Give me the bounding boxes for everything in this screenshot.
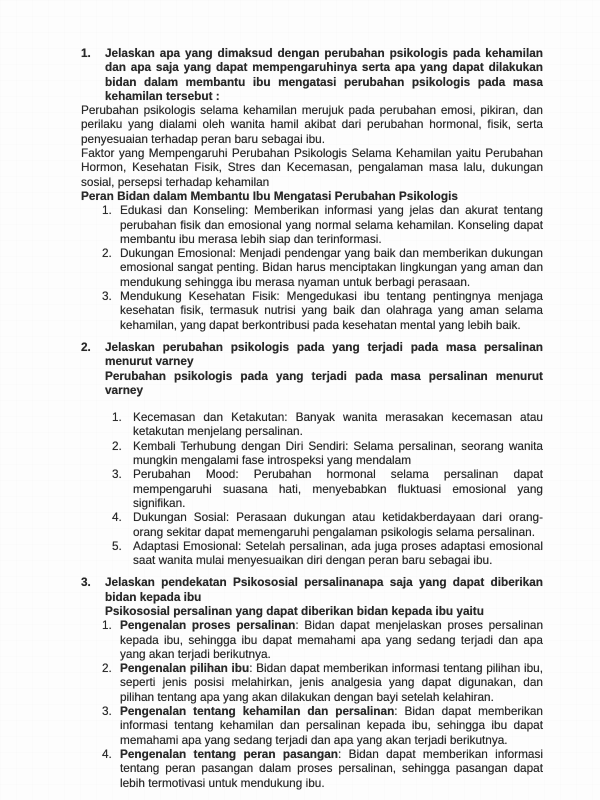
list-item-body: : Bidan dapat menjelaskan proses persalinan kepada ibu, sehingga ibu dapat memahami apa yang sedang terjadi dan apa yang akan terjadi berikutnya. — [120, 618, 544, 661]
list-item-text — [133, 467, 543, 510]
list-item — [112, 439, 543, 468]
list-item-text — [133, 539, 543, 568]
list-item-number: 5. — [112, 538, 122, 553]
list-item-number: 1. — [112, 410, 122, 425]
document-body — [81, 46, 543, 790]
list-item — [112, 539, 543, 568]
blank-line — [81, 397, 543, 410]
list-item-number: 3. — [102, 289, 112, 304]
section-1-number: 1. — [81, 46, 91, 60]
list-item-lead: Pengenalan tentang kehamilan dan persalinan — [120, 704, 395, 719]
list-item — [102, 203, 543, 246]
list-item-text — [120, 661, 543, 704]
list-item-number: 2. — [112, 438, 122, 453]
section-1-paragraph-2: Faktor yang Mempengaruhi Perubahan Psikologis Selama Kehamilan yaitu Perubahan Hormon, Kesehatan Fisik, Stres dan Kecemasan, pengalaman masa lalu, dukungan sosial, persepsi terhadap kehamilan — [81, 146, 543, 189]
list-item-body: : Bidan dapat memberikan informasi tentang peran pasangan dalam proses persalinan, sehingga pasangan dapat lebih termotivasi untuk mendukung ibu. — [120, 746, 544, 790]
list-item-number: 4. — [112, 510, 122, 525]
list-item-text — [120, 618, 543, 661]
section-1-heading-row — [81, 46, 543, 103]
section-3-subheading: Psikososial persalinan yang dapat diberikan bidan kepada ibu yaitu — [105, 603, 484, 618]
list-item-text — [133, 510, 543, 539]
section-2-number: 2. — [81, 339, 91, 354]
list-item-number: 3. — [102, 704, 112, 719]
section-3-heading: Jelaskan pendekatan Psikososial persalinanapa saja yang dapat diberikan bidan kepada ibu — [105, 575, 543, 604]
list-item-body: Kembali Terhubung dengan Diri Sendiri: Selama persalinan, seorang wanita mungkin mengalami fase introspeksi yang mendalam — [133, 438, 543, 468]
section-1-subheading: Peran Bidan dalam Membantu Ibu Mengatasi Perubahan Psikologis — [81, 188, 458, 203]
section-2-subheading: Perubahan psikologis pada yang terjadi pada masa persalinan menurut varney — [105, 368, 543, 397]
list-item — [102, 289, 543, 332]
list-item — [102, 618, 543, 661]
list-item-lead: Pengenalan proses persalinan — [120, 618, 296, 633]
list-item-number: 2. — [102, 661, 112, 676]
list-item-lead: Pengenalan tentang peran pasangan — [120, 746, 338, 761]
list-item-body: : Bidan dapat memberikan informasi tentang pilihan ibu, seperti jenis posisi melahirkan, jenis analgesia yang dapat digunakan, dan pilihan tentang apa yang akan dilakukan dengan bayi setelah kelahiran. — [120, 661, 543, 704]
list-item-body: Edukasi dan Konseling: Memberikan informasi yang jelas dan akurat tentang perubahan fisik dan emosional yang normal selama kehamilan. Konseling dapat membantu ibu merasa lebih siap dan terinformasi. — [120, 203, 543, 246]
section-2-heading: Jelaskan perubahan psikologis pada yang terjadi pada masa persalinan menurut varney — [105, 339, 543, 369]
list-item-body: Dukungan Emosional: Menjadi pendengar yang baik dan memberikan dukungan emosional sangat penting. Bidan harus menciptakan lingkungan yang aman dan mendukung sehingga ibu merasa nyaman untuk berbagi perasaan. — [120, 246, 543, 289]
section-3-heading-row — [81, 575, 543, 604]
list-item-body: : Bidan dapat memberikan informasi tentang kehamilan dan persalinan kepada ibu, sehingga ibu dapat memahami apa yang sedang terjadi dan apa yang akan terjadi berikutnya. — [120, 704, 543, 747]
list-item-text — [120, 203, 543, 246]
list-item-number: 1. — [102, 203, 112, 218]
list-item-body: Perubahan Mood: Perubahan hormonal selama persalinan dapat mempengaruhi suasana hati, menyebabkan fluktuasi emosional yang signifikan. — [133, 467, 543, 510]
section-1-paragraph-1: Perubahan psikologis selama kehamilan merujuk pada perubahan emosi, pikiran, dan perilaku yang dialami oleh wanita hamil akibat dari perubahan hormonal, fisik, serta penyesuaian terhadap peran baru sebagai ibu. — [81, 103, 543, 146]
list-item-lead: Pengenalan pilihan ibu — [120, 661, 250, 676]
list-item-body: Kecemasan dan Ketakutan: Banyak wanita merasakan kecemasan atau ketakutan menjelang persalinan. — [133, 410, 543, 439]
section-1 — [81, 46, 543, 332]
list-item — [102, 661, 543, 704]
section-3 — [81, 575, 543, 789]
list-item-text — [133, 410, 543, 439]
list-item-number: 1. — [102, 618, 112, 633]
list-item-text — [120, 246, 543, 289]
section-1-heading: Jelaskan apa yang dimaksud dengan perubahan psikologis pada kehamilan dan apa saja yang dapat mempengaruhinya serta apa yang dapat dilakukan bidan dalam membantu ibu mengatasi perubahan psikologis pada masa kehamilan tersebut : — [105, 46, 543, 103]
list-item-text — [120, 289, 543, 332]
list-item — [112, 467, 543, 510]
section-2-heading-row — [81, 340, 543, 369]
list-item-body: Dukungan Sosial: Perasaan dukungan atau ketidakberdayaan dari orang-orang sekitar dapat memengaruhi pengalaman psikologis selama persalinan. — [133, 510, 543, 539]
list-item-number: 3. — [112, 467, 122, 482]
list-item-text — [120, 747, 543, 790]
list-item — [102, 246, 543, 289]
list-item-number: 2. — [102, 246, 112, 261]
list-item-body: Mendukung Kesehatan Fisik: Mengedukasi ibu tentang pentingnya menjaga kesehatan fisik, termasuk nutrisi yang baik dan olahraga yang aman selama kehamilan, yang dapat berkontribusi pada kesehatan mental yang lebih baik. — [120, 289, 543, 332]
list-item — [102, 747, 543, 790]
section-2 — [81, 340, 543, 567]
section-3-number: 3. — [81, 575, 91, 590]
list-item-text — [120, 704, 543, 747]
list-item — [102, 704, 543, 747]
list-item-number: 4. — [102, 746, 112, 761]
list-item-body: Adaptasi Emosional: Setelah persalinan, ada juga proses adaptasi emosional saat wanita mulai menyesuaikan diri dengan peran baru sebagai ibu. — [133, 538, 543, 568]
list-item-text — [133, 439, 543, 468]
list-item — [112, 410, 543, 439]
list-item — [112, 510, 543, 539]
